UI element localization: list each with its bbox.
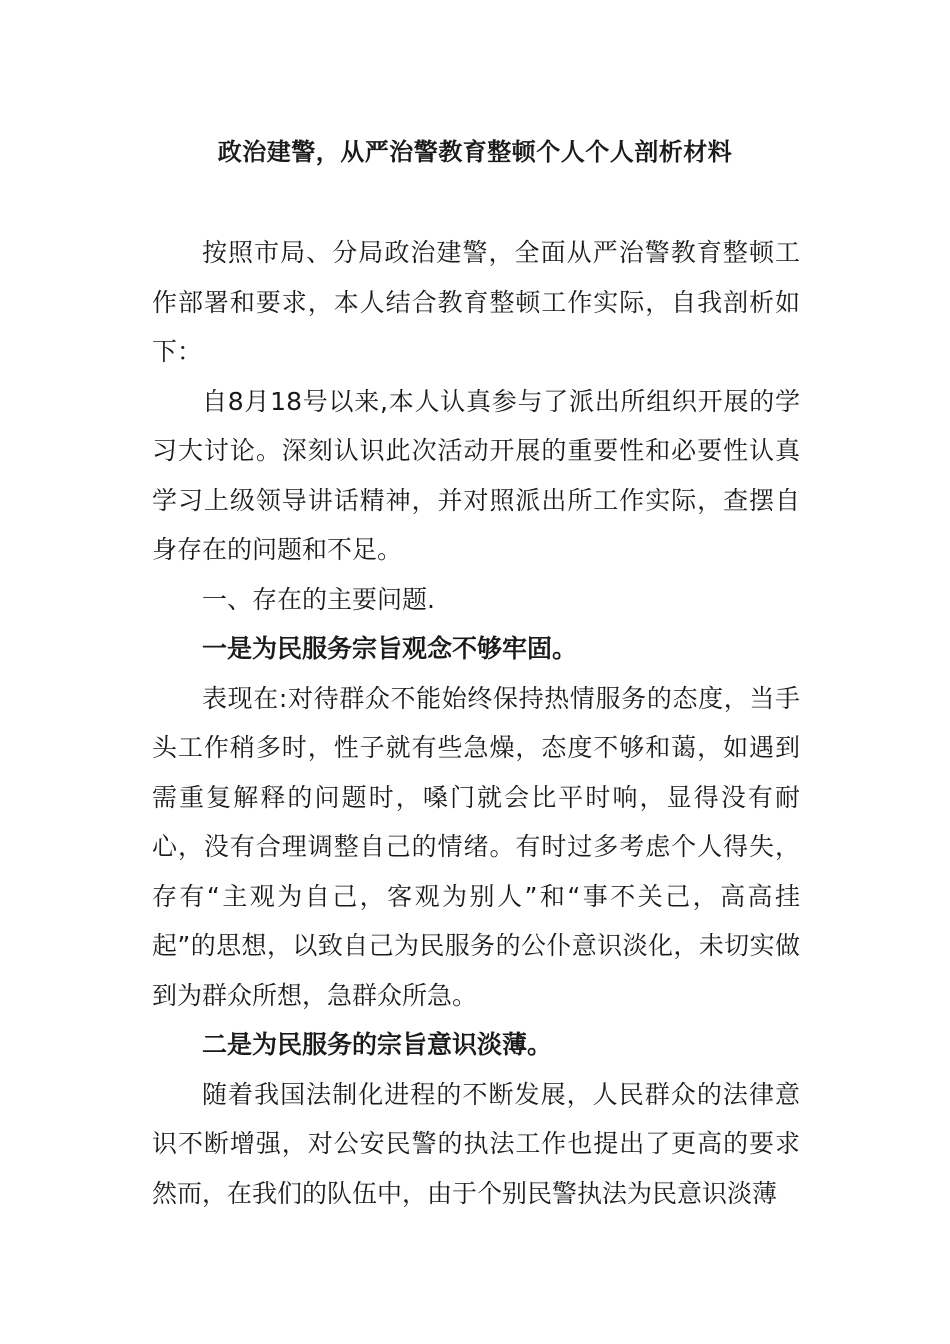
document-body bbox=[152, 228, 800, 1218]
paragraph-background: 自8月18号以来,本人认真参与了派出所组织开展的学习大讨论。深刻认识此次活动开展的重要性和必要性认真学习上级领导讲话精神，并对照派出所工作实际，查摆自身存在的问题和不足。 bbox=[152, 386, 800, 564]
paragraph-problem-one-detail: 表现在:对待群众不能始终保持热情服务的态度，当手头工作稍多时，性子就有些急燥，态度不够和蔼，如遇到需重复解释的问题时，嗓门就会比平时响，显得没有耐心，没有合理调整自己的情绪。有时过多考虑个人得失，存有“主观为自己，客观为别人”和“事不关己，高高挂起”的思想，以致自己为民服务的公仆意识淡化，未切实做到为群众所想，急群众所急。 bbox=[152, 683, 800, 1010]
subheading-problem-one: 一是为民服务宗旨观念不够牢固。 bbox=[202, 634, 578, 663]
subheading-problem-two: 二是为民服务的宗旨意识淡薄。 bbox=[202, 1030, 553, 1059]
section-heading-main-problems: 一、存在的主要问题. bbox=[202, 584, 435, 614]
paragraph-problem-two-detail: 随着我国法制化进程的不断发展，人民群众的法律意识不断增强，对公安民警的执法工作也提出了更高的要求然而，在我们的队伍中，由于个别民警执法为民意识淡薄 bbox=[152, 1079, 800, 1208]
document-title: 政治建警，从严治警教育整顿个人个人剖析材料 bbox=[217, 138, 733, 166]
paragraph-intro: 按照市局、分局政治建警，全面从严治警教育整顿工作部署和要求，本人结合教育整顿工作实际，自我剖析如下： bbox=[152, 238, 800, 366]
